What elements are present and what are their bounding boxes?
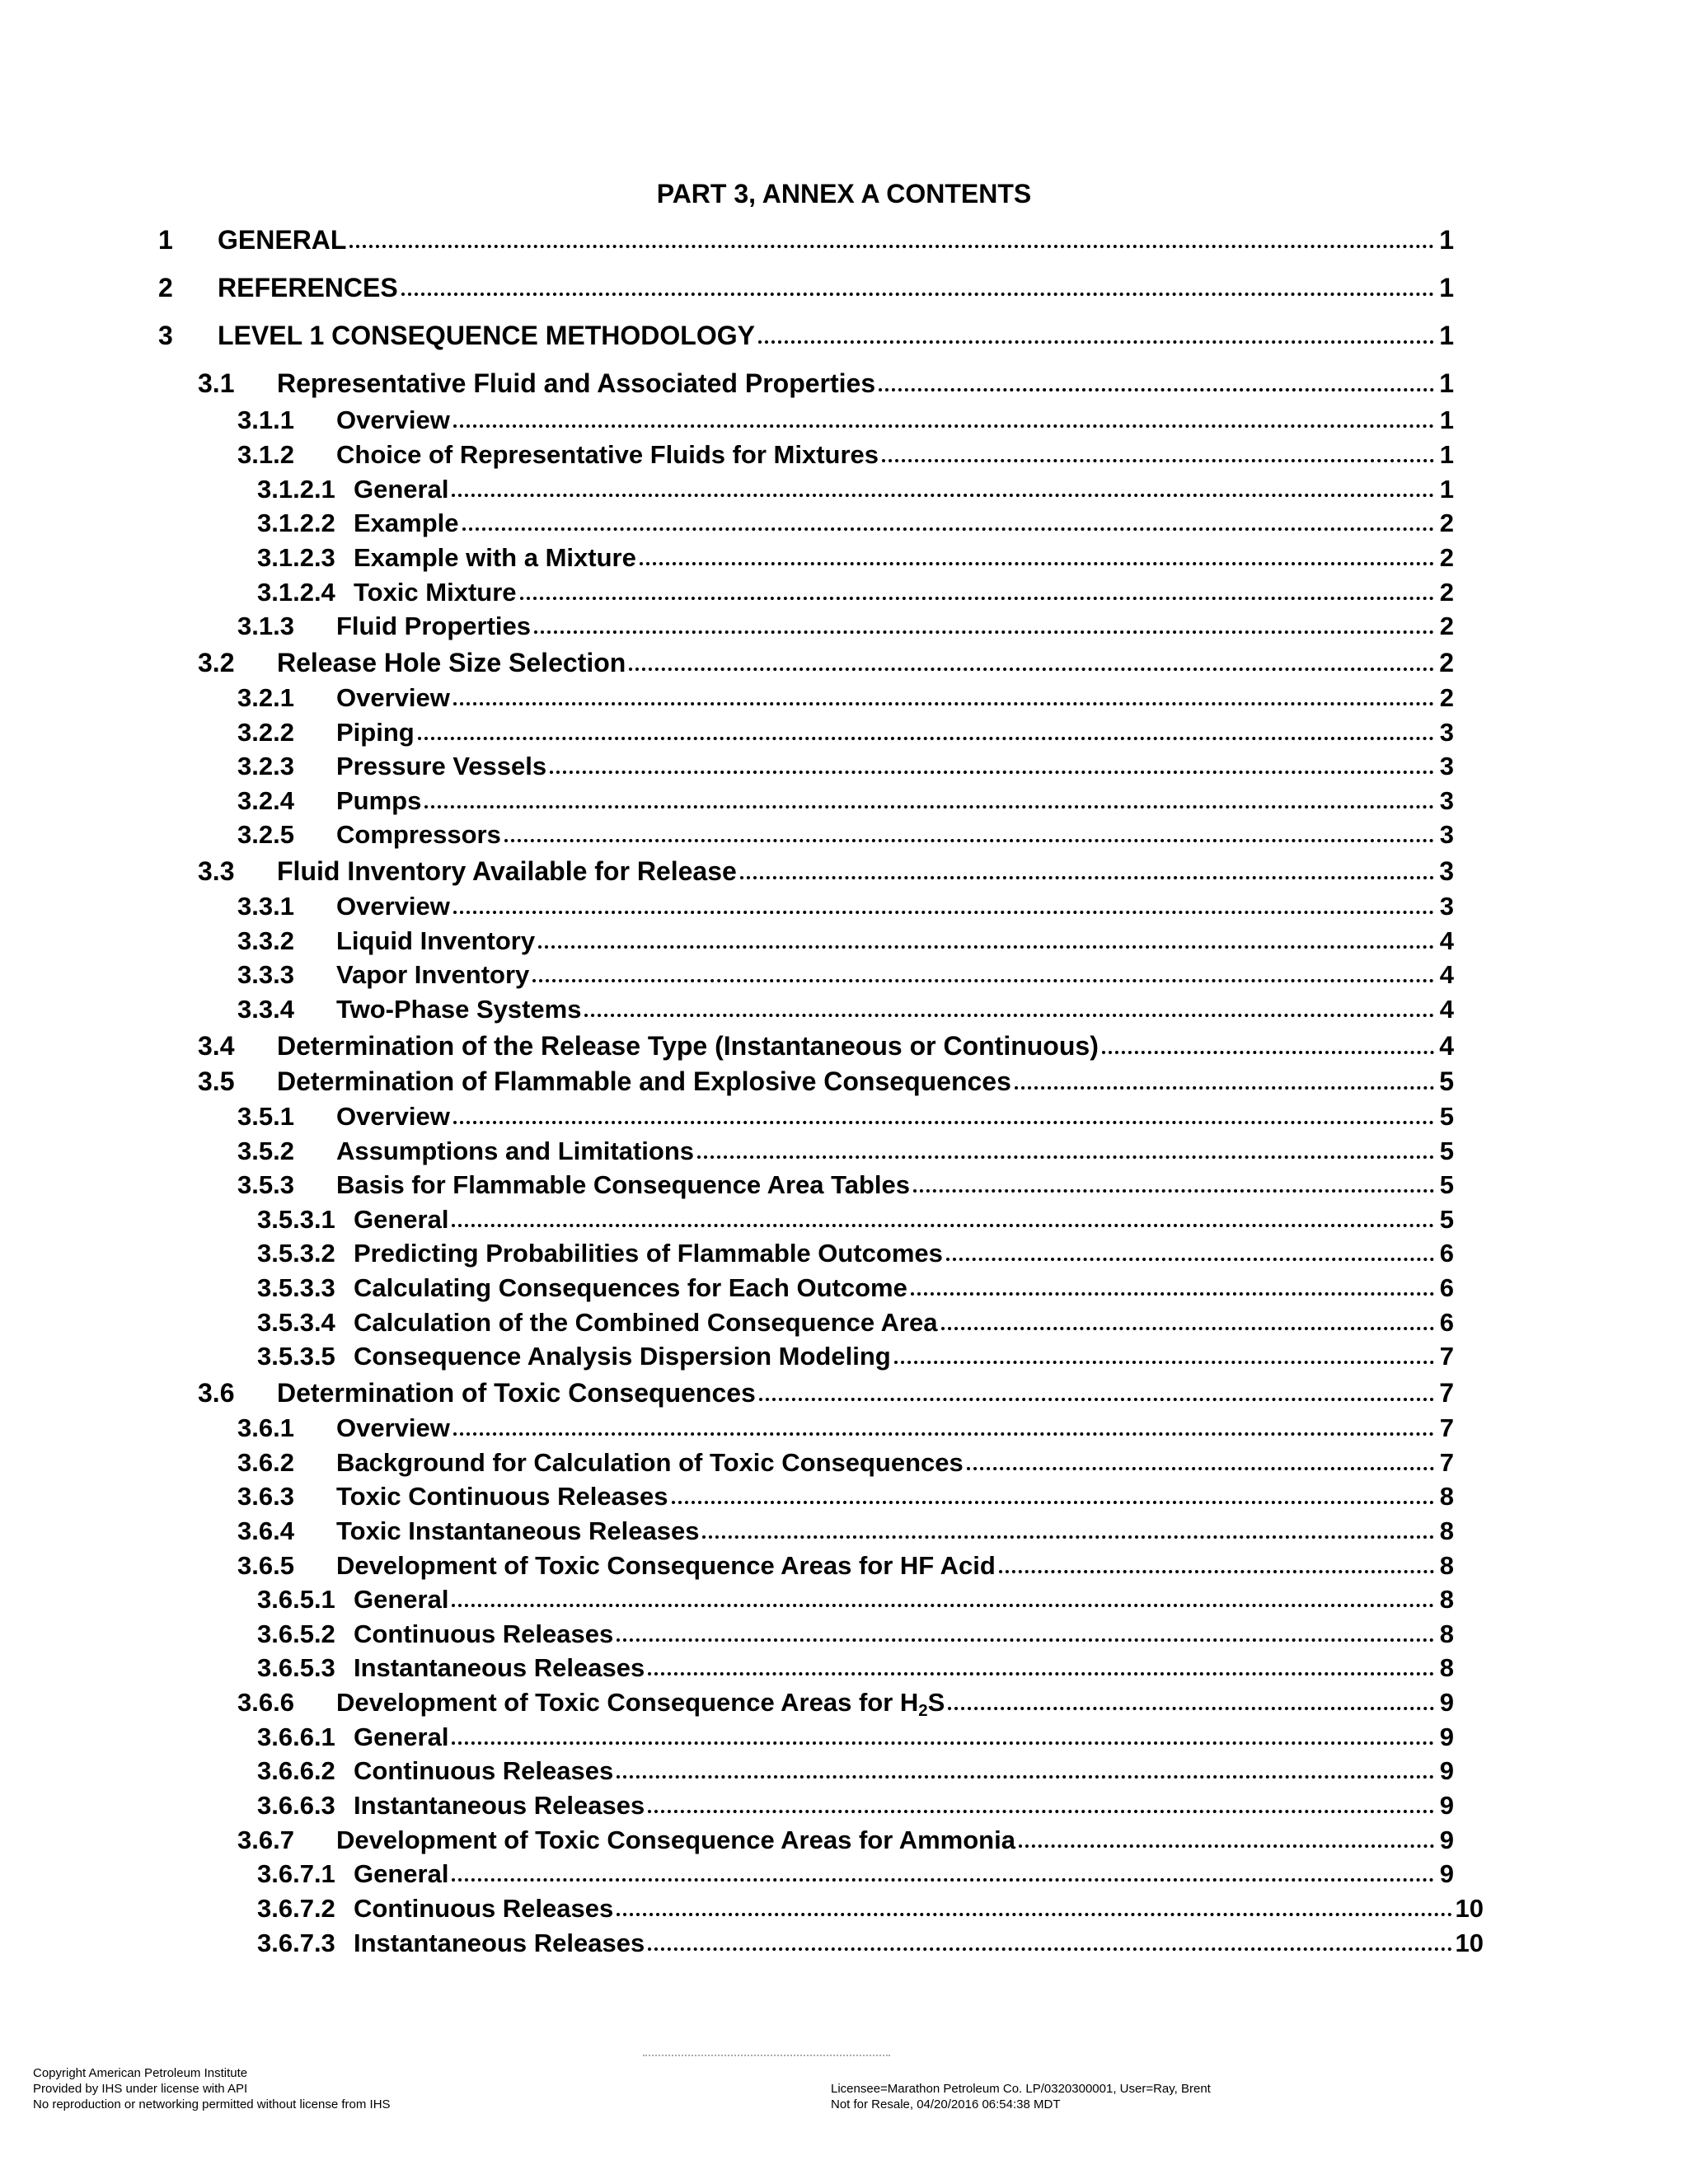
toc-leader-dots bbox=[941, 1327, 1434, 1330]
toc-entry-number: 3.2.4 bbox=[237, 786, 294, 815]
toc-entry-title: GENERAL bbox=[218, 225, 347, 255]
toc-entry[interactable] bbox=[198, 645, 1454, 680]
toc-entry[interactable] bbox=[237, 1411, 1454, 1446]
toc-leader-dots bbox=[740, 876, 1434, 879]
toc-entry-title: Predicting Probabilities of Flammable Outcomes bbox=[354, 1239, 943, 1268]
toc-entry-title: Development of Toxic Consequence Areas for Ammonia bbox=[336, 1825, 1015, 1854]
toc-entry-page-number: 5 bbox=[1439, 1205, 1454, 1234]
toc-entry[interactable] bbox=[237, 818, 1454, 852]
toc-entry[interactable] bbox=[257, 506, 1454, 541]
toc-entry-number: 3.1 bbox=[198, 368, 235, 398]
toc-entry-number: 3.6.5.3 bbox=[257, 1653, 335, 1682]
toc-entry-page-number: 10 bbox=[1455, 1894, 1484, 1923]
toc-entry[interactable] bbox=[237, 403, 1454, 438]
toc-entry[interactable] bbox=[198, 1064, 1454, 1099]
toc-entry[interactable] bbox=[257, 1236, 1454, 1271]
toc-entry[interactable] bbox=[237, 1823, 1454, 1858]
toc-entry-page-number: 1 bbox=[1439, 225, 1454, 255]
toc-entry-number: 3.6 bbox=[198, 1378, 235, 1408]
toc-entry-title: Determination of the Release Type (Instantaneous or Continuous) bbox=[277, 1031, 1099, 1061]
toc-entry[interactable] bbox=[257, 1582, 1454, 1617]
toc-entry-number: 3.6.5.2 bbox=[257, 1619, 335, 1648]
toc-entry[interactable] bbox=[198, 1029, 1454, 1063]
toc-leader-dots bbox=[452, 1224, 1434, 1227]
toc-leader-dots bbox=[462, 527, 1434, 531]
toc-leader-dots bbox=[452, 1741, 1434, 1745]
toc-leader-dots bbox=[453, 702, 1434, 705]
toc-entry-number: 3.6.3 bbox=[237, 1482, 294, 1511]
toc-leader-dots bbox=[697, 1155, 1434, 1159]
toc-entry[interactable] bbox=[257, 1891, 1484, 1926]
toc-entry-title: Overview bbox=[336, 683, 450, 712]
toc-entry-page-number: 8 bbox=[1439, 1653, 1454, 1682]
toc-entry-number: 3.2.3 bbox=[237, 752, 294, 780]
toc-entry[interactable] bbox=[257, 1339, 1454, 1374]
toc-entry-number: 3.6.5 bbox=[237, 1551, 294, 1580]
toc-leader-dots bbox=[452, 494, 1434, 497]
toc-entry-title: Overview bbox=[336, 1102, 450, 1131]
toc-entry-number: 3.1.2 bbox=[237, 440, 294, 469]
toc-entry[interactable] bbox=[237, 609, 1454, 644]
toc-entry[interactable] bbox=[257, 1271, 1454, 1305]
toc-entry-title: Development of Toxic Consequence Areas for $H_2S$ bbox=[336, 1688, 945, 1720]
toc-leader-dots bbox=[532, 979, 1434, 982]
toc-leader-dots bbox=[672, 1501, 1434, 1504]
toc-entry-page-number: 2 bbox=[1439, 683, 1454, 712]
toc-entry[interactable] bbox=[237, 1549, 1454, 1583]
toc-leader-dots bbox=[617, 1638, 1434, 1642]
toc-entry-page-number: 8 bbox=[1439, 1516, 1454, 1545]
toc-entry-page-number: 9 bbox=[1439, 1859, 1454, 1888]
toc-entry-number: 3.5.3.1 bbox=[257, 1205, 335, 1234]
toc-leader-dots bbox=[453, 911, 1434, 914]
toc-entry-page-number: 7 bbox=[1439, 1448, 1454, 1477]
toc-entry-title: General bbox=[354, 1585, 449, 1614]
toc-entry[interactable] bbox=[257, 1788, 1454, 1823]
toc-entry-page-number: 7 bbox=[1439, 1413, 1454, 1442]
toc-entry-page-number: 4 bbox=[1439, 995, 1454, 1024]
footer-line: Provided by IHS under license with API bbox=[33, 2082, 248, 2096]
toc-leader-dots bbox=[648, 1947, 1451, 1951]
toc-entry-title: Instantaneous Releases bbox=[354, 1929, 645, 1957]
toc-entry-number: 3.6.6.2 bbox=[257, 1756, 335, 1785]
toc-entry-title: Example with a Mixture bbox=[354, 543, 636, 572]
toc-entry-number: 3.2.1 bbox=[237, 683, 294, 712]
toc-entry-page-number: 4 bbox=[1439, 1031, 1454, 1061]
toc-entry-number: 3.5.3 bbox=[237, 1170, 294, 1199]
toc-entry-page-number: 6 bbox=[1439, 1273, 1454, 1302]
toc-entry-number: 3.1.2.3 bbox=[257, 543, 335, 572]
toc-entry[interactable] bbox=[237, 889, 1454, 924]
toc-entry-title: Toxic Instantaneous Releases bbox=[336, 1516, 700, 1545]
toc-entry[interactable] bbox=[237, 1479, 1454, 1514]
toc-entry-title: Representative Fluid and Associated Properties bbox=[277, 368, 876, 398]
toc-entry-page-number: 3 bbox=[1439, 820, 1454, 849]
toc-entry-title: Basis for Flammable Consequence Area Tables bbox=[336, 1170, 911, 1199]
toc-entry[interactable] bbox=[257, 1857, 1454, 1891]
toc-entry-title: Compressors bbox=[336, 820, 501, 849]
toc-entry-number: 3.5.2 bbox=[237, 1137, 294, 1165]
toc-entry-number: 3.1.1 bbox=[237, 405, 294, 434]
toc-entry-title: Instantaneous Releases bbox=[354, 1791, 645, 1820]
toc-entry-page-number: 8 bbox=[1439, 1482, 1454, 1511]
toc-entry-page-number: 7 bbox=[1439, 1342, 1454, 1371]
toc-entry-title: Overview bbox=[336, 892, 450, 921]
toc-leader-dots bbox=[401, 293, 1434, 296]
toc-entry-page-number: 9 bbox=[1439, 1722, 1454, 1751]
toc-leader-dots bbox=[967, 1467, 1434, 1470]
toc-entry-title: Continuous Releases bbox=[354, 1894, 614, 1923]
toc-entry[interactable] bbox=[237, 992, 1454, 1027]
toc-leader-dots bbox=[1015, 1086, 1434, 1090]
toc-entry-number: 3.3.2 bbox=[237, 926, 294, 955]
toc-entry-page-number: 9 bbox=[1439, 1688, 1454, 1717]
toc-entry-number: 3.6.6 bbox=[237, 1688, 294, 1717]
toc-entry-title: General bbox=[354, 475, 449, 504]
toc-leader-dots bbox=[702, 1535, 1434, 1539]
toc-entry-page-number: 3 bbox=[1439, 856, 1454, 886]
toc-entry-title: LEVEL 1 CONSEQUENCE METHODOLOGY bbox=[218, 321, 755, 350]
toc-leader-dots bbox=[418, 737, 1434, 740]
toc-leader-dots bbox=[1102, 1051, 1434, 1054]
toc-entry-title: Toxic Continuous Releases bbox=[336, 1482, 668, 1511]
toc-entry-page-number: 4 bbox=[1439, 960, 1454, 989]
footer-copyright bbox=[33, 2065, 391, 2112]
toc-leader-dots bbox=[424, 805, 1434, 808]
toc-entry-page-number: 10 bbox=[1455, 1929, 1484, 1957]
toc-entry-page-number: 8 bbox=[1439, 1585, 1454, 1614]
toc-entry-number: 3.6.5.1 bbox=[257, 1585, 335, 1614]
toc-entry[interactable] bbox=[257, 472, 1454, 507]
toc-leader-dots bbox=[453, 1121, 1434, 1124]
toc-entry-title: Determination of Flammable and Explosive Consequences bbox=[277, 1066, 1011, 1096]
toc-leader-dots bbox=[640, 562, 1434, 565]
toc-leader-dots bbox=[453, 1432, 1434, 1436]
toc-entry-page-number: 1 bbox=[1439, 405, 1454, 434]
toc-leader-dots bbox=[1019, 1844, 1434, 1848]
toc-entry-number: 3.6.6.1 bbox=[257, 1722, 335, 1751]
footer-line: No reproduction or networking permitted without license from IHS bbox=[33, 2097, 391, 2111]
toc-entry-page-number: 3 bbox=[1439, 718, 1454, 747]
toc-entry-title: Continuous Releases bbox=[354, 1756, 614, 1785]
toc-entry-number: 3.2 bbox=[198, 648, 235, 677]
toc-entry-title: General bbox=[354, 1859, 449, 1888]
page-title: PART 3, ANNEX A CONTENTS bbox=[656, 179, 1032, 209]
toc-leader-dots bbox=[453, 424, 1434, 428]
toc-entry-page-number: 2 bbox=[1439, 612, 1454, 640]
toc-entry-page-number: 7 bbox=[1439, 1378, 1454, 1408]
toc-entry[interactable] bbox=[198, 854, 1454, 888]
toc-entry-number: 2 bbox=[158, 273, 173, 302]
toc-entry[interactable] bbox=[257, 1305, 1454, 1340]
toc-entry-title: Piping bbox=[336, 718, 415, 747]
toc-entry-title: Calculating Consequences for Each Outcome bbox=[354, 1273, 907, 1302]
toc-entry-page-number: 3 bbox=[1439, 752, 1454, 780]
toc-entry-number: 3.6.6.3 bbox=[257, 1791, 335, 1820]
toc-entry-number: 1 bbox=[158, 225, 173, 255]
toc-leader-dots bbox=[550, 771, 1434, 774]
toc-leader-dots bbox=[504, 839, 1434, 842]
toc-entry-title: Background for Calculation of Toxic Consequences bbox=[336, 1448, 964, 1477]
toc-entry-number: 3.3.3 bbox=[237, 960, 294, 989]
toc-entry-title: Instantaneous Releases bbox=[354, 1653, 645, 1682]
toc-entry[interactable] bbox=[257, 541, 1454, 575]
toc-entry-number: 3.3 bbox=[198, 856, 235, 886]
toc-entry-title: Continuous Releases bbox=[354, 1619, 614, 1648]
toc-entry-number: 3.6.7.1 bbox=[257, 1859, 335, 1888]
toc-entry-page-number: 1 bbox=[1439, 273, 1454, 302]
toc-entry[interactable] bbox=[257, 575, 1454, 610]
toc-entry-number: 3.6.7 bbox=[237, 1825, 294, 1854]
toc-leader-dots bbox=[584, 1014, 1434, 1017]
toc-entry-number: 3.2.5 bbox=[237, 820, 294, 849]
toc-entry-title: Toxic Mixture bbox=[354, 578, 517, 607]
toc-leader-dots bbox=[758, 340, 1434, 344]
toc-entry-page-number: 2 bbox=[1439, 543, 1454, 572]
toc-leader-dots bbox=[452, 1604, 1434, 1607]
toc-entry-title: Vapor Inventory bbox=[336, 960, 530, 989]
toc-entry-number: 3.5.3.5 bbox=[257, 1342, 335, 1371]
toc-entry[interactable] bbox=[237, 784, 1454, 818]
toc-entry-page-number: 1 bbox=[1439, 368, 1454, 398]
toc-entry[interactable] bbox=[158, 223, 1454, 257]
toc-entry[interactable] bbox=[257, 1720, 1454, 1755]
toc-entry-number: 3.5.1 bbox=[237, 1102, 294, 1131]
toc-entry-title: Liquid Inventory bbox=[336, 926, 536, 955]
toc-entry-number: 3.6.2 bbox=[237, 1448, 294, 1477]
footer-line: Not for Resale, 04/20/2016 06:54:38 MDT bbox=[831, 2097, 1061, 2111]
toc-leader-dots bbox=[948, 1707, 1434, 1710]
toc-entry-page-number: 8 bbox=[1439, 1619, 1454, 1648]
toc-leader-dots bbox=[452, 1878, 1434, 1882]
toc-entry-title: Development of Toxic Consequence Areas for HF Acid bbox=[336, 1551, 996, 1580]
toc-leader-dots bbox=[534, 630, 1434, 634]
toc-entry-title: Choice of Representative Fluids for Mixtures bbox=[336, 440, 879, 469]
toc-entry-title: General bbox=[354, 1722, 449, 1751]
toc-leader-dots bbox=[538, 945, 1434, 949]
toc-entry[interactable] bbox=[257, 1926, 1484, 1961]
toc-entry-page-number: 6 bbox=[1439, 1239, 1454, 1268]
toc-entry-title: Fluid Inventory Available for Release bbox=[277, 856, 737, 886]
toc-entry-number: 3.6.7.2 bbox=[257, 1894, 335, 1923]
toc-entry-page-number: 1 bbox=[1439, 321, 1454, 350]
toc-entry-page-number: 1 bbox=[1439, 475, 1454, 504]
toc-entry[interactable] bbox=[237, 1446, 1454, 1480]
toc-entry[interactable] bbox=[237, 749, 1454, 784]
toc-entry[interactable] bbox=[237, 715, 1454, 750]
toc-leader-dots bbox=[759, 1398, 1434, 1401]
toc-entry-page-number: 5 bbox=[1439, 1137, 1454, 1165]
toc-entry-title: Consequence Analysis Dispersion Modeling bbox=[354, 1342, 891, 1371]
toc-entry-title: Release Hole Size Selection bbox=[277, 648, 626, 677]
toc-entry-number: 3 bbox=[158, 321, 173, 350]
toc-entry-number: 3.5 bbox=[198, 1066, 235, 1096]
toc-entry-page-number: 5 bbox=[1439, 1102, 1454, 1131]
footer-line: Copyright American Petroleum Institute bbox=[33, 2066, 248, 2080]
toc-entry-number: 3.6.4 bbox=[237, 1516, 294, 1545]
toc-entry-number: 3.6.7.3 bbox=[257, 1929, 335, 1957]
footer-watermark-mark bbox=[643, 2055, 890, 2060]
toc-entry[interactable] bbox=[257, 1651, 1454, 1685]
toc-entry-number: 3.1.2.2 bbox=[257, 509, 335, 537]
toc-entry-page-number: 9 bbox=[1439, 1756, 1454, 1785]
toc-entry-title: Fluid Properties bbox=[336, 612, 531, 640]
toc-entry[interactable] bbox=[257, 1754, 1454, 1788]
toc-leader-dots bbox=[999, 1570, 1434, 1573]
toc-entry-page-number: 1 bbox=[1439, 440, 1454, 469]
toc-entry-page-number: 3 bbox=[1439, 892, 1454, 921]
toc-entry[interactable] bbox=[158, 270, 1454, 305]
toc-leader-dots bbox=[617, 1913, 1451, 1916]
toc-entry-page-number: 2 bbox=[1439, 578, 1454, 607]
toc-entry-page-number: 3 bbox=[1439, 786, 1454, 815]
toc-entry-number: 3.5.3.4 bbox=[257, 1308, 335, 1337]
toc-entry-title: Determination of Toxic Consequences bbox=[277, 1378, 756, 1408]
toc-entry[interactable] bbox=[237, 1134, 1454, 1169]
toc-entry-page-number: 6 bbox=[1439, 1308, 1454, 1337]
toc-entry-title: Example bbox=[354, 509, 459, 537]
toc-entry-number: 3.6.1 bbox=[237, 1413, 294, 1442]
toc-entry[interactable] bbox=[237, 958, 1454, 992]
toc-entry-number: 3.3.4 bbox=[237, 995, 294, 1024]
toc-entry-title: REFERENCES bbox=[218, 273, 398, 302]
toc-leader-dots bbox=[911, 1292, 1434, 1296]
toc-entry-page-number: 9 bbox=[1439, 1825, 1454, 1854]
toc-entry-title: Assumptions and Limitations bbox=[336, 1137, 695, 1165]
toc-leader-dots bbox=[879, 388, 1434, 391]
footer-line: Licensee=Marathon Petroleum Co. LP/0320300001, User=Ray, Brent bbox=[831, 2082, 1211, 2096]
toc-entry[interactable] bbox=[158, 318, 1454, 353]
toc-entry-number: 3.1.3 bbox=[237, 612, 294, 640]
toc-entry-page-number: 4 bbox=[1439, 926, 1454, 955]
toc-leader-dots bbox=[349, 245, 1434, 248]
toc-entry-title: Pressure Vessels bbox=[336, 752, 547, 780]
toc-entry-title: Two-Phase Systems bbox=[336, 995, 582, 1024]
toc-entry-title: Overview bbox=[336, 1413, 450, 1442]
toc-entry-number: 3.2.2 bbox=[237, 718, 294, 747]
toc-entry-page-number: 2 bbox=[1439, 648, 1454, 677]
toc-entry[interactable] bbox=[198, 366, 1454, 401]
toc-entry-page-number: 5 bbox=[1439, 1170, 1454, 1199]
toc-leader-dots bbox=[648, 1810, 1434, 1813]
toc-entry-page-number: 2 bbox=[1439, 509, 1454, 537]
toc-entry-number: 3.4 bbox=[198, 1031, 235, 1061]
toc-entry[interactable] bbox=[257, 1202, 1454, 1237]
toc-entry[interactable] bbox=[257, 1617, 1454, 1652]
toc-entry-page-number: 9 bbox=[1439, 1791, 1454, 1820]
toc-leader-dots bbox=[648, 1672, 1434, 1675]
toc-entry-title: General bbox=[354, 1205, 449, 1234]
toc-entry-number: 3.3.1 bbox=[237, 892, 294, 921]
toc-entry[interactable] bbox=[237, 681, 1454, 715]
toc-entry[interactable] bbox=[237, 1099, 1454, 1134]
footer-license bbox=[831, 2081, 1211, 2112]
toc-entry[interactable] bbox=[198, 1376, 1454, 1410]
toc-leader-dots bbox=[617, 1775, 1434, 1779]
toc-leader-dots bbox=[913, 1189, 1434, 1193]
toc-leader-dots bbox=[946, 1258, 1434, 1261]
toc-leader-dots bbox=[882, 459, 1434, 462]
toc-entry-title: Calculation of the Combined Consequence Area bbox=[354, 1308, 938, 1337]
toc-entry[interactable] bbox=[237, 924, 1454, 958]
toc-entry[interactable] bbox=[237, 1514, 1454, 1549]
toc-entry-title: Pumps bbox=[336, 786, 422, 815]
toc-leader-dots bbox=[520, 597, 1434, 600]
toc-entry[interactable] bbox=[237, 1685, 1454, 1720]
toc-entry[interactable] bbox=[237, 438, 1454, 472]
toc-leader-dots bbox=[894, 1361, 1434, 1364]
toc-leader-dots bbox=[629, 668, 1434, 671]
toc-entry-page-number: 8 bbox=[1439, 1551, 1454, 1580]
toc-entry-page-number: 5 bbox=[1439, 1066, 1454, 1096]
toc-entry-number: 3.1.2.1 bbox=[257, 475, 335, 504]
toc-entry-number: 3.5.3.3 bbox=[257, 1273, 335, 1302]
toc-entry-number: 3.5.3.2 bbox=[257, 1239, 335, 1268]
toc-entry[interactable] bbox=[237, 1168, 1454, 1202]
toc-entry-number: 3.1.2.4 bbox=[257, 578, 335, 607]
toc-entry-title: Overview bbox=[336, 405, 450, 434]
